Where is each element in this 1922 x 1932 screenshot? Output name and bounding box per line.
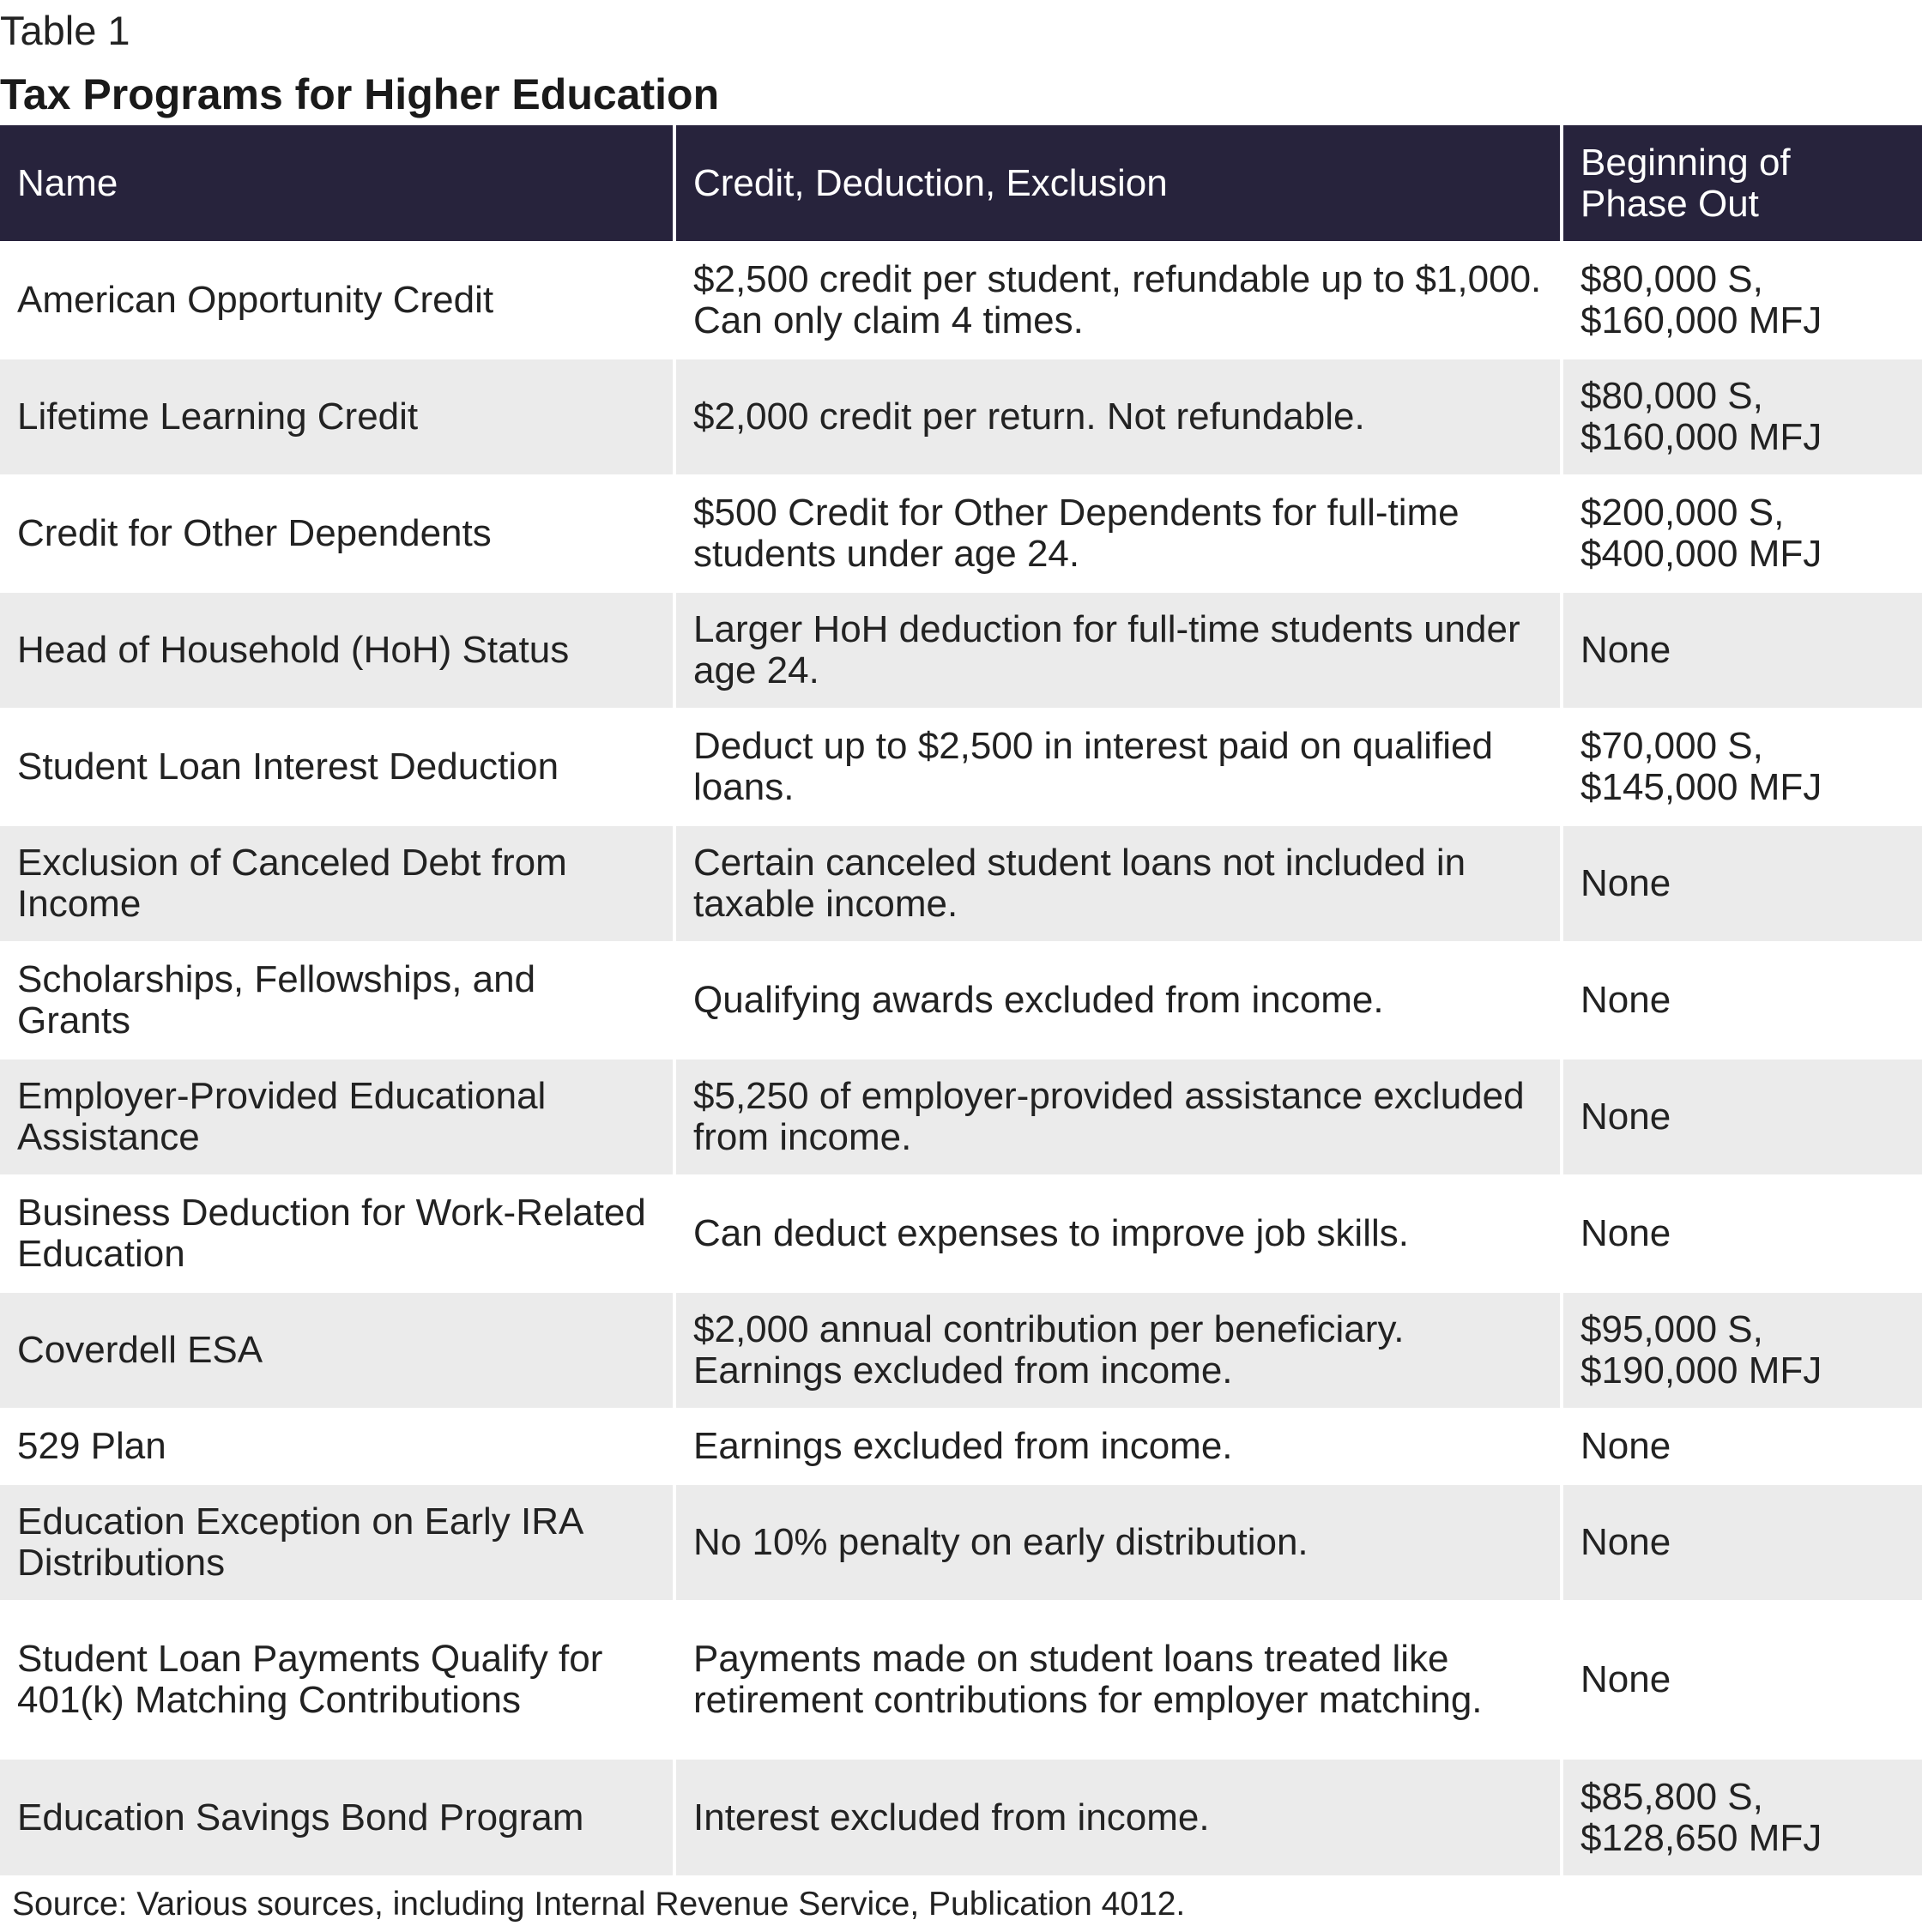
program-phase-out: None <box>1562 1484 1922 1601</box>
program-description: Can deduct expenses to improve job skills. <box>674 1175 1562 1292</box>
program-phase-out: $80,000 S, $160,000 MFJ <box>1562 242 1922 359</box>
table-row <box>0 592 1922 709</box>
program-description: Earnings excluded from income. <box>674 1409 1562 1484</box>
table-header-row <box>0 125 1922 242</box>
program-description: $2,000 annual contribution per beneficiary. Earnings excluded from income. <box>674 1292 1562 1409</box>
program-name: American Opportunity Credit <box>0 242 674 359</box>
table-row <box>0 1059 1922 1175</box>
table-title: Tax Programs for Higher Education <box>0 70 720 118</box>
program-description: $2,000 credit per return. Not refundable. <box>674 359 1562 475</box>
table-row <box>0 1409 1922 1484</box>
program-name: Employer-Provided Educational Assistance <box>0 1059 674 1175</box>
program-phase-out: $80,000 S, $160,000 MFJ <box>1562 359 1922 475</box>
program-description: $500 Credit for Other Dependents for full-time students under age 24. <box>674 475 1562 592</box>
table-caption: Table 1 <box>0 8 130 53</box>
program-phase-out: None <box>1562 1601 1922 1759</box>
program-description: $5,250 of employer-provided assistance excluded from income. <box>674 1059 1562 1175</box>
program-description: Qualifying awards excluded from income. <box>674 942 1562 1059</box>
program-description: $2,500 credit per student, refundable up to $1,000. Can only claim 4 times. <box>674 242 1562 359</box>
table-row <box>0 1601 1922 1759</box>
program-phase-out: None <box>1562 1409 1922 1484</box>
program-name: Credit for Other Dependents <box>0 475 674 592</box>
program-name: 529 Plan <box>0 1409 674 1484</box>
program-phase-out: None <box>1562 1175 1922 1292</box>
program-phase-out: None <box>1562 592 1922 709</box>
program-phase-out: None <box>1562 1059 1922 1175</box>
program-name: Lifetime Learning Credit <box>0 359 674 475</box>
program-phase-out: None <box>1562 942 1922 1059</box>
table-row <box>0 1292 1922 1409</box>
table-row <box>0 1175 1922 1292</box>
table-row <box>0 359 1922 475</box>
table-row <box>0 825 1922 942</box>
table-row <box>0 475 1922 592</box>
program-name: Business Deduction for Work-Related Education <box>0 1175 674 1292</box>
program-name: Coverdell ESA <box>0 1292 674 1409</box>
program-phase-out: $200,000 S, $400,000 MFJ <box>1562 475 1922 592</box>
program-name: Student Loan Interest Deduction <box>0 709 674 825</box>
program-phase-out: None <box>1562 825 1922 942</box>
program-description: Deduct up to $2,500 in interest paid on qualified loans. <box>674 709 1562 825</box>
program-phase-out: $85,800 S, $128,650 MFJ <box>1562 1759 1922 1875</box>
table-row <box>0 942 1922 1059</box>
program-name: Scholarships, Fellowships, and Grants <box>0 942 674 1059</box>
program-description: No 10% penalty on early distribution. <box>674 1484 1562 1601</box>
table-row <box>0 1759 1922 1875</box>
header-credit-deduction-exclusion: Credit, Deduction, Exclusion <box>674 125 1562 242</box>
header-phase-out: Beginning of Phase Out <box>1562 125 1922 242</box>
source-note: Source: Various sources, including Internal Revenue Service, Publication 4012. <box>12 1886 1186 1923</box>
program-phase-out: $70,000 S, $145,000 MFJ <box>1562 709 1922 825</box>
program-name: Education Savings Bond Program <box>0 1759 674 1875</box>
table-row <box>0 1484 1922 1601</box>
program-name: Head of Household (HoH) Status <box>0 592 674 709</box>
program-name: Exclusion of Canceled Debt from Income <box>0 825 674 942</box>
program-description: Payments made on student loans treated like retirement contributions for employer matching. <box>674 1601 1562 1759</box>
tax-programs-table <box>0 125 1922 1875</box>
table-row <box>0 709 1922 825</box>
program-name: Student Loan Payments Qualify for 401(k) Matching Contributions <box>0 1601 674 1759</box>
program-description: Larger HoH deduction for full-time students under age 24. <box>674 592 1562 709</box>
program-description: Interest excluded from income. <box>674 1759 1562 1875</box>
program-description: Certain canceled student loans not included in taxable income. <box>674 825 1562 942</box>
header-name: Name <box>0 125 674 242</box>
program-name: Education Exception on Early IRA Distributions <box>0 1484 674 1601</box>
program-phase-out: $95,000 S, $190,000 MFJ <box>1562 1292 1922 1409</box>
table-row <box>0 242 1922 359</box>
